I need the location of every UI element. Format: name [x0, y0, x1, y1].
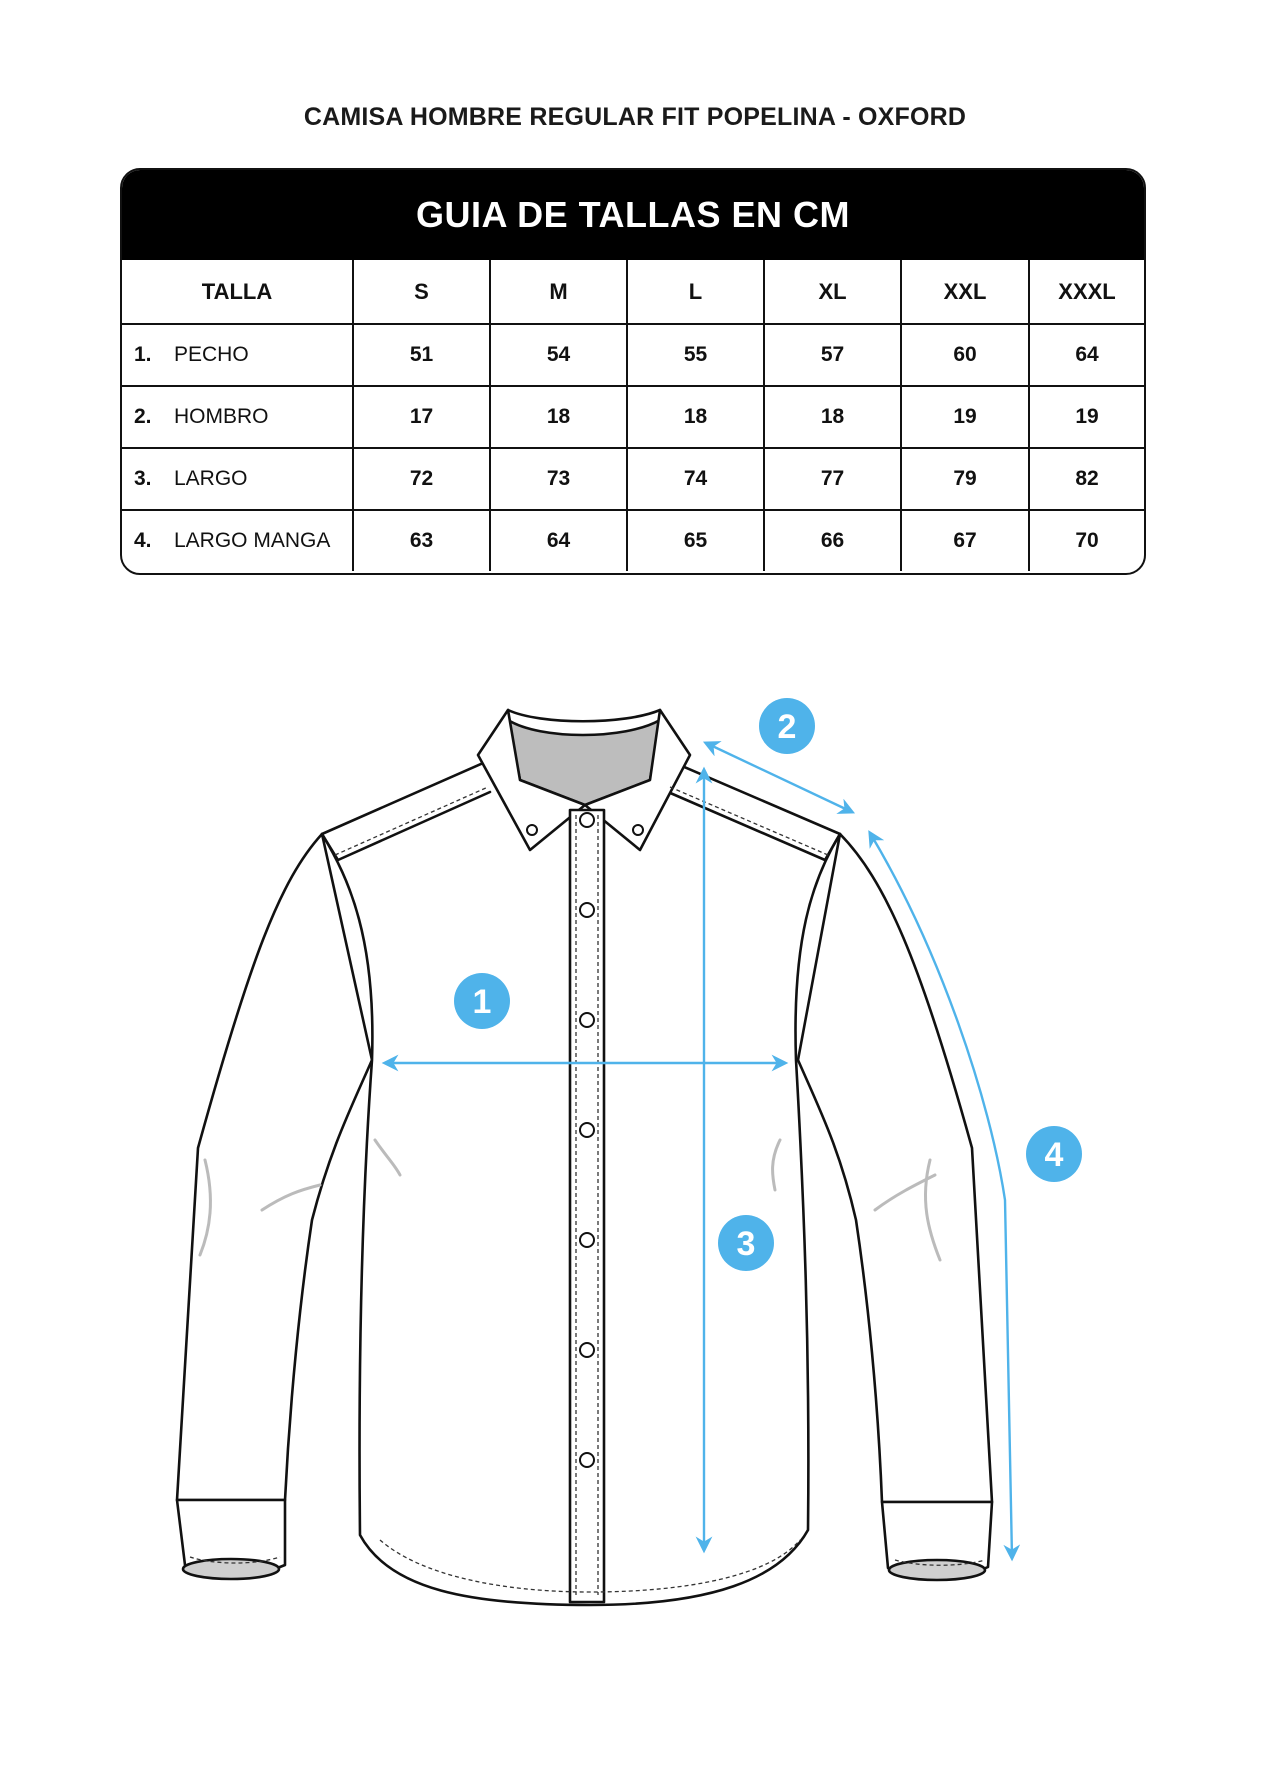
- row-number: 2.: [134, 405, 152, 428]
- table-cell: 72: [353, 448, 490, 510]
- table-cell: 74: [627, 448, 764, 510]
- table-cell: 19: [901, 386, 1029, 448]
- table-cell: 51: [353, 324, 490, 386]
- table-row-largo-manga: [122, 510, 1144, 571]
- svg-text:3: 3: [736, 1225, 756, 1263]
- placket: [570, 810, 604, 1602]
- table-cell: 73: [490, 448, 627, 510]
- size-guide-table: [120, 168, 1146, 575]
- table-cell: 64: [490, 510, 627, 571]
- svg-text:1: 1: [472, 983, 492, 1021]
- row-number: 4.: [134, 529, 152, 552]
- table-cell: 66: [764, 510, 901, 571]
- shirt-measurement-diagram: [0, 640, 1270, 1640]
- marker-4: [1026, 1126, 1082, 1182]
- table-cell: 55: [627, 324, 764, 386]
- size-header-s: S: [353, 260, 490, 324]
- table-cell: 60: [901, 324, 1029, 386]
- table-cell: 67: [901, 510, 1029, 571]
- table-cell: 63: [353, 510, 490, 571]
- table-header: GUIA DE TALLAS EN CM: [122, 170, 1144, 260]
- table-row-hombro: [122, 386, 1144, 448]
- row-number: 3.: [134, 467, 152, 490]
- marker-2: [759, 698, 815, 754]
- size-header-xxl: XXL: [901, 260, 1029, 324]
- table-cell: 54: [490, 324, 627, 386]
- svg-text:4: 4: [1044, 1136, 1064, 1174]
- row-label: [122, 386, 353, 448]
- size-header-row: [122, 260, 1144, 324]
- table-row-pecho: [122, 324, 1144, 386]
- row-name: LARGO MANGA: [174, 529, 331, 552]
- table-cell: 18: [490, 386, 627, 448]
- size-header-l: L: [627, 260, 764, 324]
- size-label-header: TALLA: [122, 260, 353, 324]
- size-header-xl: XL: [764, 260, 901, 324]
- table-cell: 17: [353, 386, 490, 448]
- right-sleeve: [798, 834, 992, 1502]
- size-header-m: M: [490, 260, 627, 324]
- table-cell: 57: [764, 324, 901, 386]
- table-cell: 18: [764, 386, 901, 448]
- row-number: 1.: [134, 343, 152, 366]
- row-name: PECHO: [174, 343, 249, 366]
- shirt-illustration: [177, 710, 992, 1605]
- marker-3: [718, 1215, 774, 1271]
- row-name: HOMBRO: [174, 405, 269, 428]
- table-cell: 64: [1029, 324, 1144, 386]
- marker-1: [454, 973, 510, 1029]
- table-cell: 79: [901, 448, 1029, 510]
- size-table-grid: [122, 260, 1144, 571]
- table-row-largo: [122, 448, 1144, 510]
- row-label: [122, 510, 353, 571]
- row-label: [122, 448, 353, 510]
- size-header-xxxl: XXXL: [1029, 260, 1144, 324]
- table-cell: 65: [627, 510, 764, 571]
- page-title: CAMISA HOMBRE REGULAR FIT POPELINA - OXFORD: [303, 103, 967, 131]
- table-cell: 77: [764, 448, 901, 510]
- table-cell: 82: [1029, 448, 1144, 510]
- table-cell: 70: [1075, 529, 1099, 552]
- svg-text:2: 2: [777, 708, 797, 746]
- table-cell: 18: [627, 386, 764, 448]
- row-label: [122, 324, 353, 386]
- collar-band: [508, 710, 660, 721]
- table-cell: 19: [1029, 386, 1144, 448]
- row-name: LARGO: [174, 467, 248, 490]
